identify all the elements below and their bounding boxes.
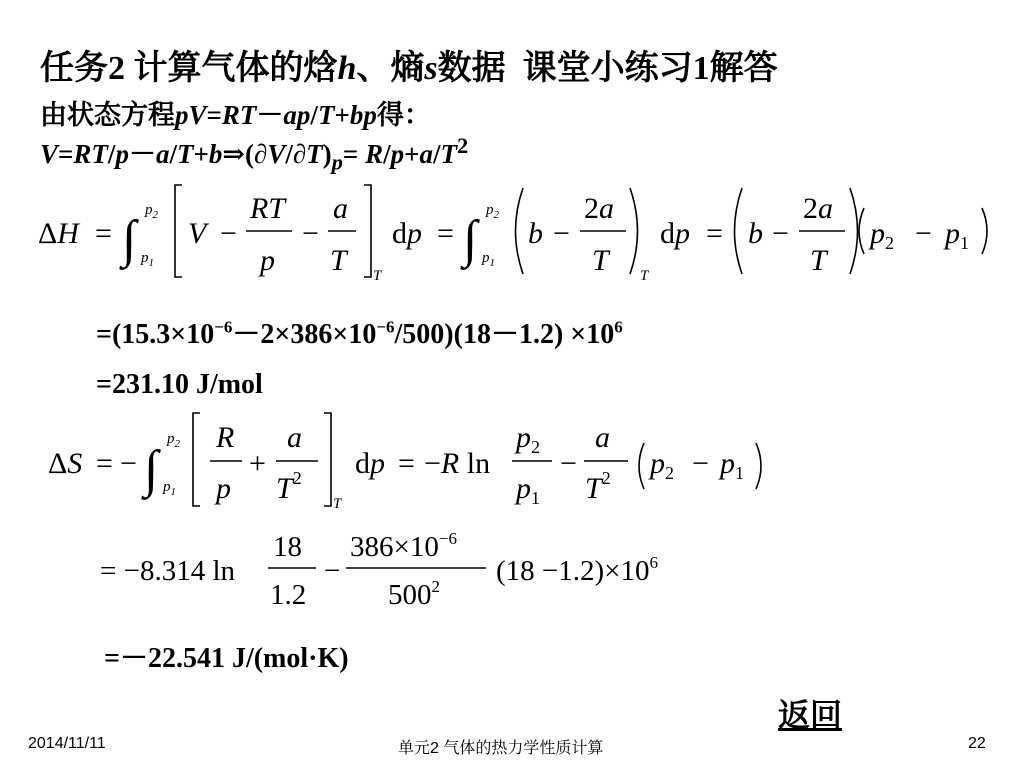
svg-text:dp: dp bbox=[355, 447, 385, 480]
svg-text:−: − bbox=[324, 555, 341, 587]
svg-text:p2: $p_2$ bbox=[650, 447, 674, 483]
svg-text:386×10−6: $386\times 10^{-6}$ bbox=[350, 529, 457, 563]
svg-text:−: − bbox=[772, 217, 789, 250]
svg-text:−: − bbox=[553, 217, 570, 250]
enthalpy-numeric-substitution: $=(15.3\times 10^{-6}-2\times 386\times 10^{-6}/500)(18-1.2) \times 10^6$ bbox=[96, 317, 623, 350]
svg-text:−: − bbox=[560, 447, 577, 480]
svg-text:T2: $T^2$ bbox=[276, 468, 302, 505]
svg-text:ΔS: ΔS bbox=[48, 447, 83, 480]
entropy-numeric-substitution bbox=[100, 529, 658, 611]
svg-text:=: = bbox=[95, 217, 112, 250]
svg-text:=: = bbox=[706, 217, 723, 250]
footer-page-number: 22 bbox=[968, 735, 986, 752]
svg-text:a: a bbox=[333, 192, 348, 225]
svg-text:T: T bbox=[810, 244, 827, 277]
svg-text:5002: $500^2$ bbox=[388, 577, 440, 611]
svg-text:= −8.314 ln: = −8.314 ln bbox=[100, 555, 236, 587]
footer-course-title: 单元2 气体的热力学性质计算 bbox=[398, 740, 604, 757]
svg-text:RT: RT bbox=[250, 192, 286, 225]
svg-text:p1: $p_1$ bbox=[163, 479, 176, 498]
svg-text:b: b bbox=[528, 217, 543, 250]
svg-text:p2: $p_2$ bbox=[516, 421, 540, 457]
footer-date: 2014/11/11 bbox=[28, 735, 106, 752]
svg-text:+: + bbox=[249, 447, 266, 480]
svg-text:dp: dp bbox=[392, 217, 422, 250]
svg-text:p1: $p_1$ bbox=[141, 250, 154, 269]
svg-text:2a: 2a bbox=[803, 192, 833, 225]
svg-text:−: − bbox=[692, 447, 709, 480]
svg-text:p1: $p_1$ bbox=[945, 217, 969, 253]
svg-text:−: − bbox=[220, 217, 237, 250]
svg-text:∫: ∫ bbox=[463, 211, 478, 268]
svg-text:p2: $p_2$ bbox=[486, 202, 499, 221]
enthalpy-result: =231.10 J/mol bbox=[96, 369, 263, 400]
svg-text:2a: 2a bbox=[584, 192, 614, 225]
svg-text:a: a bbox=[287, 421, 302, 454]
svg-text:b: b bbox=[748, 217, 763, 250]
svg-text:T: T bbox=[373, 268, 382, 284]
volume-derivative-line: $V=RT/p-a/T+b\Rightarrow(\partial V/\partial T)_p= R/p+a/T^2$ bbox=[40, 133, 469, 175]
svg-text:p2: $p_2$ bbox=[870, 217, 894, 253]
svg-text:T2: $T^2$ bbox=[585, 468, 611, 505]
entropy-integral-equation bbox=[48, 413, 761, 512]
svg-text:p2: $p_2$ bbox=[167, 431, 180, 450]
svg-text:−: − bbox=[915, 217, 932, 250]
svg-text:T: T bbox=[640, 268, 649, 284]
svg-text:T: T bbox=[333, 496, 342, 512]
slide-title: 任务2 计算气体的焓h、熵s数据 课堂小练习1解答 bbox=[40, 50, 778, 87]
svg-text:=: = bbox=[398, 447, 415, 480]
svg-text:V: V bbox=[188, 217, 207, 250]
svg-text:p1: $p_1$ bbox=[516, 472, 540, 508]
svg-text:a: a bbox=[595, 421, 610, 454]
svg-text:p1: $p_1$ bbox=[482, 250, 495, 269]
svg-text:p2: $p_2$ bbox=[145, 202, 158, 221]
svg-text:p: p bbox=[260, 244, 275, 277]
svg-text:−: − bbox=[302, 217, 319, 250]
svg-text:p1: $p_1$ bbox=[720, 447, 744, 483]
svg-text:∫: ∫ bbox=[144, 441, 159, 498]
svg-text:T: T bbox=[330, 244, 347, 277]
svg-text:−: − bbox=[120, 447, 137, 480]
svg-text:18: 18 bbox=[273, 531, 302, 563]
svg-text:=: = bbox=[96, 447, 113, 480]
svg-text:∫: ∫ bbox=[122, 211, 137, 268]
svg-text:dp: dp bbox=[660, 217, 690, 250]
svg-text:T: T bbox=[592, 244, 609, 277]
enthalpy-integral-equation bbox=[38, 185, 987, 284]
state-equation-line: 由状态方程pV=RT－ap/T+bp得： bbox=[40, 100, 431, 130]
svg-text:p: p bbox=[216, 472, 231, 505]
back-link[interactable]: 返回 bbox=[778, 697, 843, 733]
svg-text:ΔH: ΔH bbox=[38, 217, 79, 250]
svg-text:1.2: 1.2 bbox=[270, 579, 307, 611]
svg-text:R: R bbox=[216, 421, 235, 454]
svg-text:−R ln: −R ln bbox=[424, 447, 491, 480]
entropy-result: =－22.541 J/(mol·K) bbox=[104, 643, 349, 674]
svg-text:=: = bbox=[437, 217, 454, 250]
svg-text:(18 −1.2)×106: $(18 -1.2)\times 10^6$ bbox=[496, 553, 659, 587]
